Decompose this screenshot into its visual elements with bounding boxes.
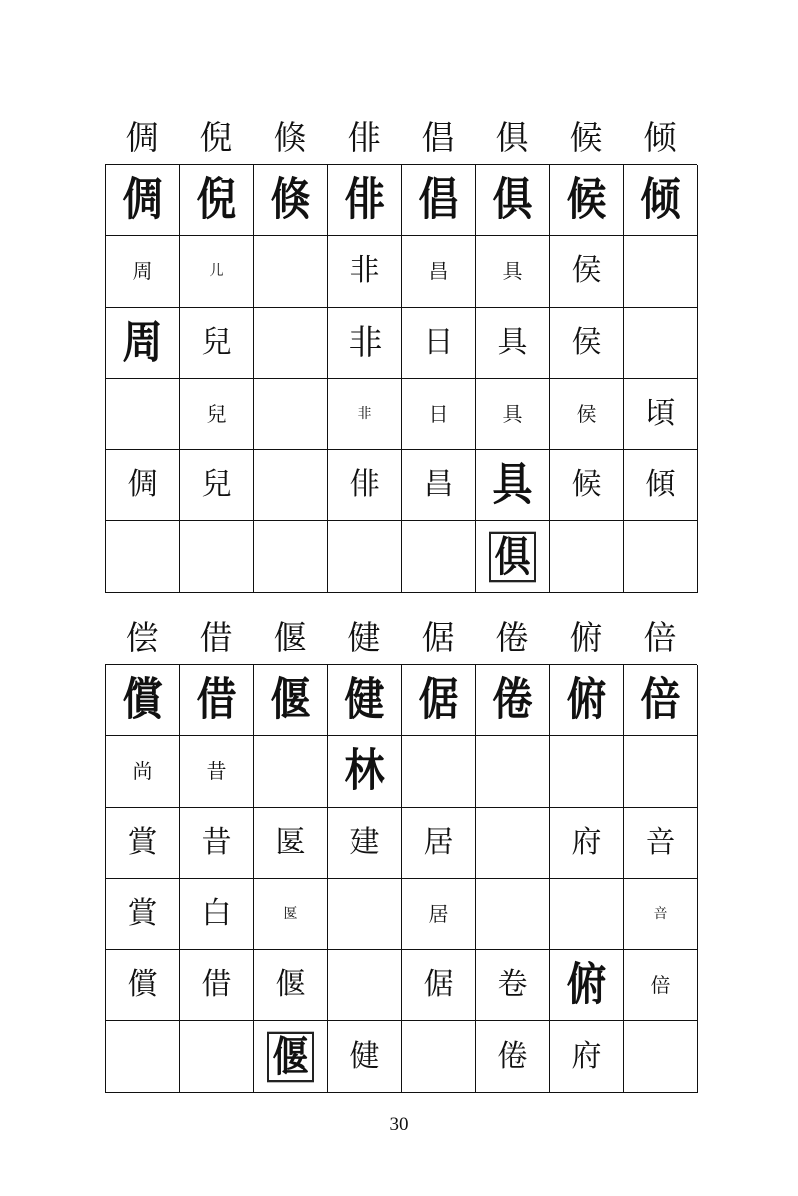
script-glyph: 建 (349, 824, 380, 860)
grid-cell (328, 521, 402, 592)
script-glyph: 居 (423, 824, 454, 860)
script-glyph: 借 (201, 967, 232, 1003)
script-glyph: 匽 (275, 824, 306, 860)
script-glyph: 偃 (270, 673, 311, 726)
grid-cell (106, 236, 180, 307)
grid-cell (328, 308, 402, 379)
grid-cell (402, 521, 476, 592)
header-character: 偿 (125, 618, 159, 657)
grid-cell (254, 879, 328, 950)
grid-cell (550, 308, 624, 379)
grid-cell (550, 521, 624, 592)
script-glyph: 倍 (650, 973, 671, 998)
script-glyph: 倏 (270, 173, 311, 226)
script-glyph: 傾 (645, 467, 676, 503)
script-glyph: 兒 (206, 402, 227, 427)
grid-cell (106, 1021, 180, 1092)
character-block-1 (105, 112, 697, 593)
grid-cell (476, 879, 550, 950)
script-glyph: 賞 (127, 896, 158, 932)
grid-cell (402, 665, 476, 736)
script-glyph: 俳 (344, 173, 385, 226)
grid-cell (476, 165, 550, 236)
script-glyph: 俯 (566, 958, 607, 1012)
grid-cell (180, 308, 254, 379)
header-character: 倡 (421, 118, 455, 157)
grid-cell (402, 450, 476, 521)
grid-cell (328, 1021, 402, 1092)
grid-cell (550, 379, 624, 450)
script-glyph: 偃 (275, 967, 306, 1003)
grid-cell (180, 1021, 254, 1092)
grid-cell (328, 236, 402, 307)
grid-cell (550, 1021, 624, 1092)
grid-cell (476, 665, 550, 736)
script-glyph: 府 (571, 1038, 602, 1074)
script-glyph: 倦 (492, 673, 533, 726)
script-glyph: 匽 (283, 906, 298, 923)
header-character: 倍 (643, 618, 677, 657)
script-glyph: 俱 (492, 173, 533, 226)
script-glyph: 日 (428, 402, 449, 427)
script-glyph: 卷 (497, 967, 528, 1003)
header-character: 健 (347, 618, 381, 657)
grid-cell (180, 950, 254, 1021)
script-glyph: 咅 (653, 906, 668, 923)
grid-cell (180, 808, 254, 879)
grid-cell (328, 165, 402, 236)
header-character: 俯 (569, 618, 603, 657)
header-character: 偃 (273, 618, 307, 657)
grid-cell (550, 808, 624, 879)
grid-cell (402, 308, 476, 379)
grid-cell (254, 308, 328, 379)
script-glyph: 咅 (645, 824, 676, 860)
grid-cell (550, 665, 624, 736)
grid-cell (328, 879, 402, 950)
grid-cell (180, 165, 254, 236)
grid-cell (476, 950, 550, 1021)
grid-cell (180, 879, 254, 950)
header-character: 倏 (273, 118, 307, 157)
script-glyph: 健 (349, 1038, 380, 1074)
grid-cell (328, 665, 402, 736)
grid-cell (254, 736, 328, 807)
grid-cell (254, 165, 328, 236)
grid-cell (106, 879, 180, 950)
script-glyph: 倪 (196, 173, 237, 226)
script-glyph: 昔 (206, 759, 227, 784)
grid-cell (254, 521, 328, 592)
script-glyph: 具 (492, 458, 533, 512)
script-glyph: 日 (423, 324, 454, 360)
script-glyph: 具 (497, 324, 528, 360)
grid-cell (402, 1021, 476, 1092)
glyph-grid (105, 164, 697, 593)
grid-cell (328, 808, 402, 879)
grid-cell (254, 950, 328, 1021)
script-glyph: 兒 (201, 467, 232, 503)
grid-cell (550, 736, 624, 807)
grid-cell (476, 236, 550, 307)
page-number: 30 (389, 1114, 409, 1135)
grid-cell (476, 736, 550, 807)
script-glyph: 賞 (127, 824, 158, 860)
script-glyph: 非 (348, 322, 381, 363)
script-glyph: 償 (122, 673, 163, 726)
grid-cell (106, 379, 180, 450)
header-character: 候 (569, 118, 603, 157)
grid-cell (254, 379, 328, 450)
script-glyph: 居 (428, 902, 449, 927)
script-glyph: 具 (502, 259, 523, 284)
script-glyph: 倦 (497, 1038, 528, 1074)
script-glyph: 周 (132, 259, 153, 284)
grid-cell (106, 808, 180, 879)
script-glyph: 非 (349, 253, 380, 289)
grid-cell (624, 236, 698, 307)
grid-cell (254, 450, 328, 521)
script-glyph: 府 (571, 824, 602, 860)
grid-cell (106, 165, 180, 236)
grid-cell (402, 379, 476, 450)
grid-cell (624, 879, 698, 950)
grid-cell (328, 379, 402, 450)
script-glyph: 林 (344, 744, 385, 798)
grid-cell (624, 379, 698, 450)
header-character: 倜 (125, 118, 159, 157)
script-glyph: 偃 (267, 1031, 313, 1082)
grid-cell (476, 808, 550, 879)
header-row (105, 112, 697, 164)
script-glyph: 昌 (423, 467, 454, 503)
grid-cell (550, 165, 624, 236)
header-character: 借 (199, 618, 233, 657)
grid-cell (106, 950, 180, 1021)
header-character: 倪 (199, 118, 233, 157)
script-glyph: 兒 (201, 324, 232, 360)
grid-cell (180, 236, 254, 307)
script-glyph: 借 (196, 673, 237, 726)
grid-cell (624, 950, 698, 1021)
header-character: 倨 (421, 618, 455, 657)
header-character: 俳 (347, 118, 381, 157)
script-glyph: 倨 (423, 967, 454, 1003)
grid-cell (624, 736, 698, 807)
header-character: 倦 (495, 618, 529, 657)
grid-cell (180, 379, 254, 450)
script-glyph: 昌 (428, 259, 449, 284)
grid-cell (624, 308, 698, 379)
grid-cell (254, 665, 328, 736)
grid-cell (476, 379, 550, 450)
grid-cell (476, 1021, 550, 1092)
character-block-2 (105, 612, 697, 1093)
grid-cell (550, 450, 624, 521)
script-glyph: 健 (344, 673, 385, 726)
grid-cell (106, 521, 180, 592)
script-glyph: 俱 (489, 531, 535, 582)
grid-cell (254, 1021, 328, 1092)
script-glyph: 白 (201, 896, 232, 932)
script-glyph: 倾 (640, 173, 681, 226)
script-glyph: 俳 (349, 467, 380, 503)
grid-cell (328, 950, 402, 1021)
grid-cell (402, 236, 476, 307)
grid-cell (402, 736, 476, 807)
grid-cell (624, 521, 698, 592)
grid-cell (624, 808, 698, 879)
header-character: 俱 (495, 118, 529, 157)
grid-cell (550, 879, 624, 950)
grid-cell (624, 450, 698, 521)
script-glyph: 倡 (418, 173, 459, 226)
grid-cell (476, 450, 550, 521)
grid-cell (254, 808, 328, 879)
script-glyph: 倜 (122, 173, 163, 226)
grid-cell (328, 450, 402, 521)
script-glyph: 周 (122, 315, 163, 369)
script-glyph: 倍 (640, 673, 681, 726)
grid-cell (476, 521, 550, 592)
script-glyph: 俯 (566, 673, 607, 726)
grid-cell (180, 450, 254, 521)
script-glyph: 候 (571, 467, 602, 503)
header-character: 倾 (643, 118, 677, 157)
script-glyph: 尚 (132, 759, 153, 784)
grid-cell (402, 165, 476, 236)
grid-cell (180, 521, 254, 592)
script-glyph: 倨 (418, 673, 459, 726)
grid-cell (624, 1021, 698, 1092)
script-glyph: 非 (357, 406, 372, 423)
grid-cell (106, 308, 180, 379)
script-glyph: 償 (127, 967, 158, 1003)
script-glyph: 昔 (201, 824, 232, 860)
script-glyph: 倜 (127, 467, 158, 503)
grid-cell (106, 736, 180, 807)
script-glyph: 侯 (571, 253, 602, 289)
grid-cell (550, 236, 624, 307)
grid-cell (328, 736, 402, 807)
header-row (105, 612, 697, 664)
script-glyph: 侯 (571, 324, 602, 360)
grid-cell (254, 236, 328, 307)
grid-cell (402, 950, 476, 1021)
grid-cell (180, 665, 254, 736)
script-glyph: 侯 (576, 402, 597, 427)
grid-cell (476, 308, 550, 379)
grid-cell (624, 165, 698, 236)
script-glyph: 候 (566, 173, 607, 226)
grid-cell (106, 665, 180, 736)
grid-cell (402, 879, 476, 950)
grid-cell (106, 450, 180, 521)
script-glyph: 頃 (645, 396, 676, 432)
grid-cell (624, 665, 698, 736)
script-glyph: 儿 (209, 263, 224, 280)
grid-cell (550, 950, 624, 1021)
script-glyph: 具 (502, 402, 523, 427)
glyph-grid (105, 664, 697, 1093)
grid-cell (180, 736, 254, 807)
grid-cell (402, 808, 476, 879)
